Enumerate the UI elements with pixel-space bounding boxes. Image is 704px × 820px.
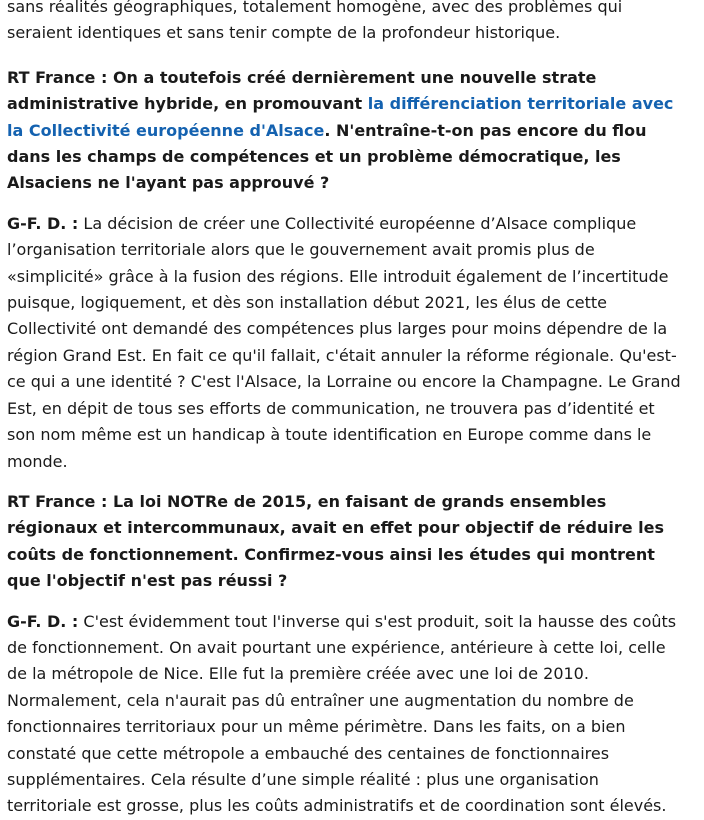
answer-2-speaker: G-F. D. : bbox=[7, 611, 79, 631]
answer-1-text: La décision de créer une Collectivité européenne d’Alsace complique l’organisation territoriale alors que le gouvernement avait promis plus de «simplicité» grâce à la fusion des régions. Elle introduit également de l’incertitude puisque, logiquement, et dès son installation début 2021, les élus de cette Collectivité ont demandé des compétences plus larges pour moins dépendre de la région Grand Est. En fait ce qu'il fallait, c'était annuler la réforme régionale. Qu'est-ce qui a une identité ? C'est l'Alsace, la Lorraine ou encore la Champagne. Le Grand Est, en dépit de tous ses efforts de communication, ne trouvera pas d’identité et son nom même est un handicap à toute identification en Europe comme dans le monde. bbox=[7, 213, 681, 471]
interview-answer-2 bbox=[7, 609, 687, 820]
answer-2-text: C'est évidemment tout l'inverse qui s'est produit, soit la hausse des coûts de fonctionnement. On avait pourtant une expérience, antérieure à cette loi, celle de la métropole de Nice. Elle fut la première créée avec une loi de 2010. Normalement, cela n'aurait pas dû entraîner une augmentation du nombre de fonctionnaires territoriaux pour un même périmètre. Dans les faits, on a bien constaté que cette métropole a embauché des centaines de fonctionnaires supplémentaires. Cela résulte d’une simple réalité : plus une organisation territoriale est grosse, plus les coûts administratifs et de coordination sont élevés. bbox=[7, 611, 677, 816]
interview-question-1 bbox=[7, 65, 687, 197]
interview-answer-1 bbox=[7, 211, 687, 475]
collectivite-alsace-link[interactable]: la différenciation territoriale avec la Collectivité européenne d'Alsace bbox=[7, 94, 674, 140]
answer-1-speaker: G-F. D. : bbox=[7, 213, 79, 233]
question-1-tail: . N'entraîne-t-on pas encore du flou dans les champs de compétences et un problème démocratique, les Alsaciens ne l'ayant pas approuvé ? bbox=[7, 120, 647, 193]
paragraph-intro-continuation: sans réalités géographiques, totalement homogène, avec des problèmes qui seraient identiques et sans tenir compte de la profondeur historique. bbox=[7, 0, 623, 43]
interview-question-2: RT France : La loi NOTRe de 2015, en faisant de grands ensembles régionaux et intercommunaux, avait en effet pour objectif de réduire les coûts de fonctionnement. Confirmez-vous ainsi les études qui montrent que l'objectif n'est pas réussi ? bbox=[7, 491, 664, 591]
question-1-lead: RT France : On a toutefois créé dernièrement une nouvelle strate administrative hybride, en promouvant bbox=[7, 67, 597, 114]
